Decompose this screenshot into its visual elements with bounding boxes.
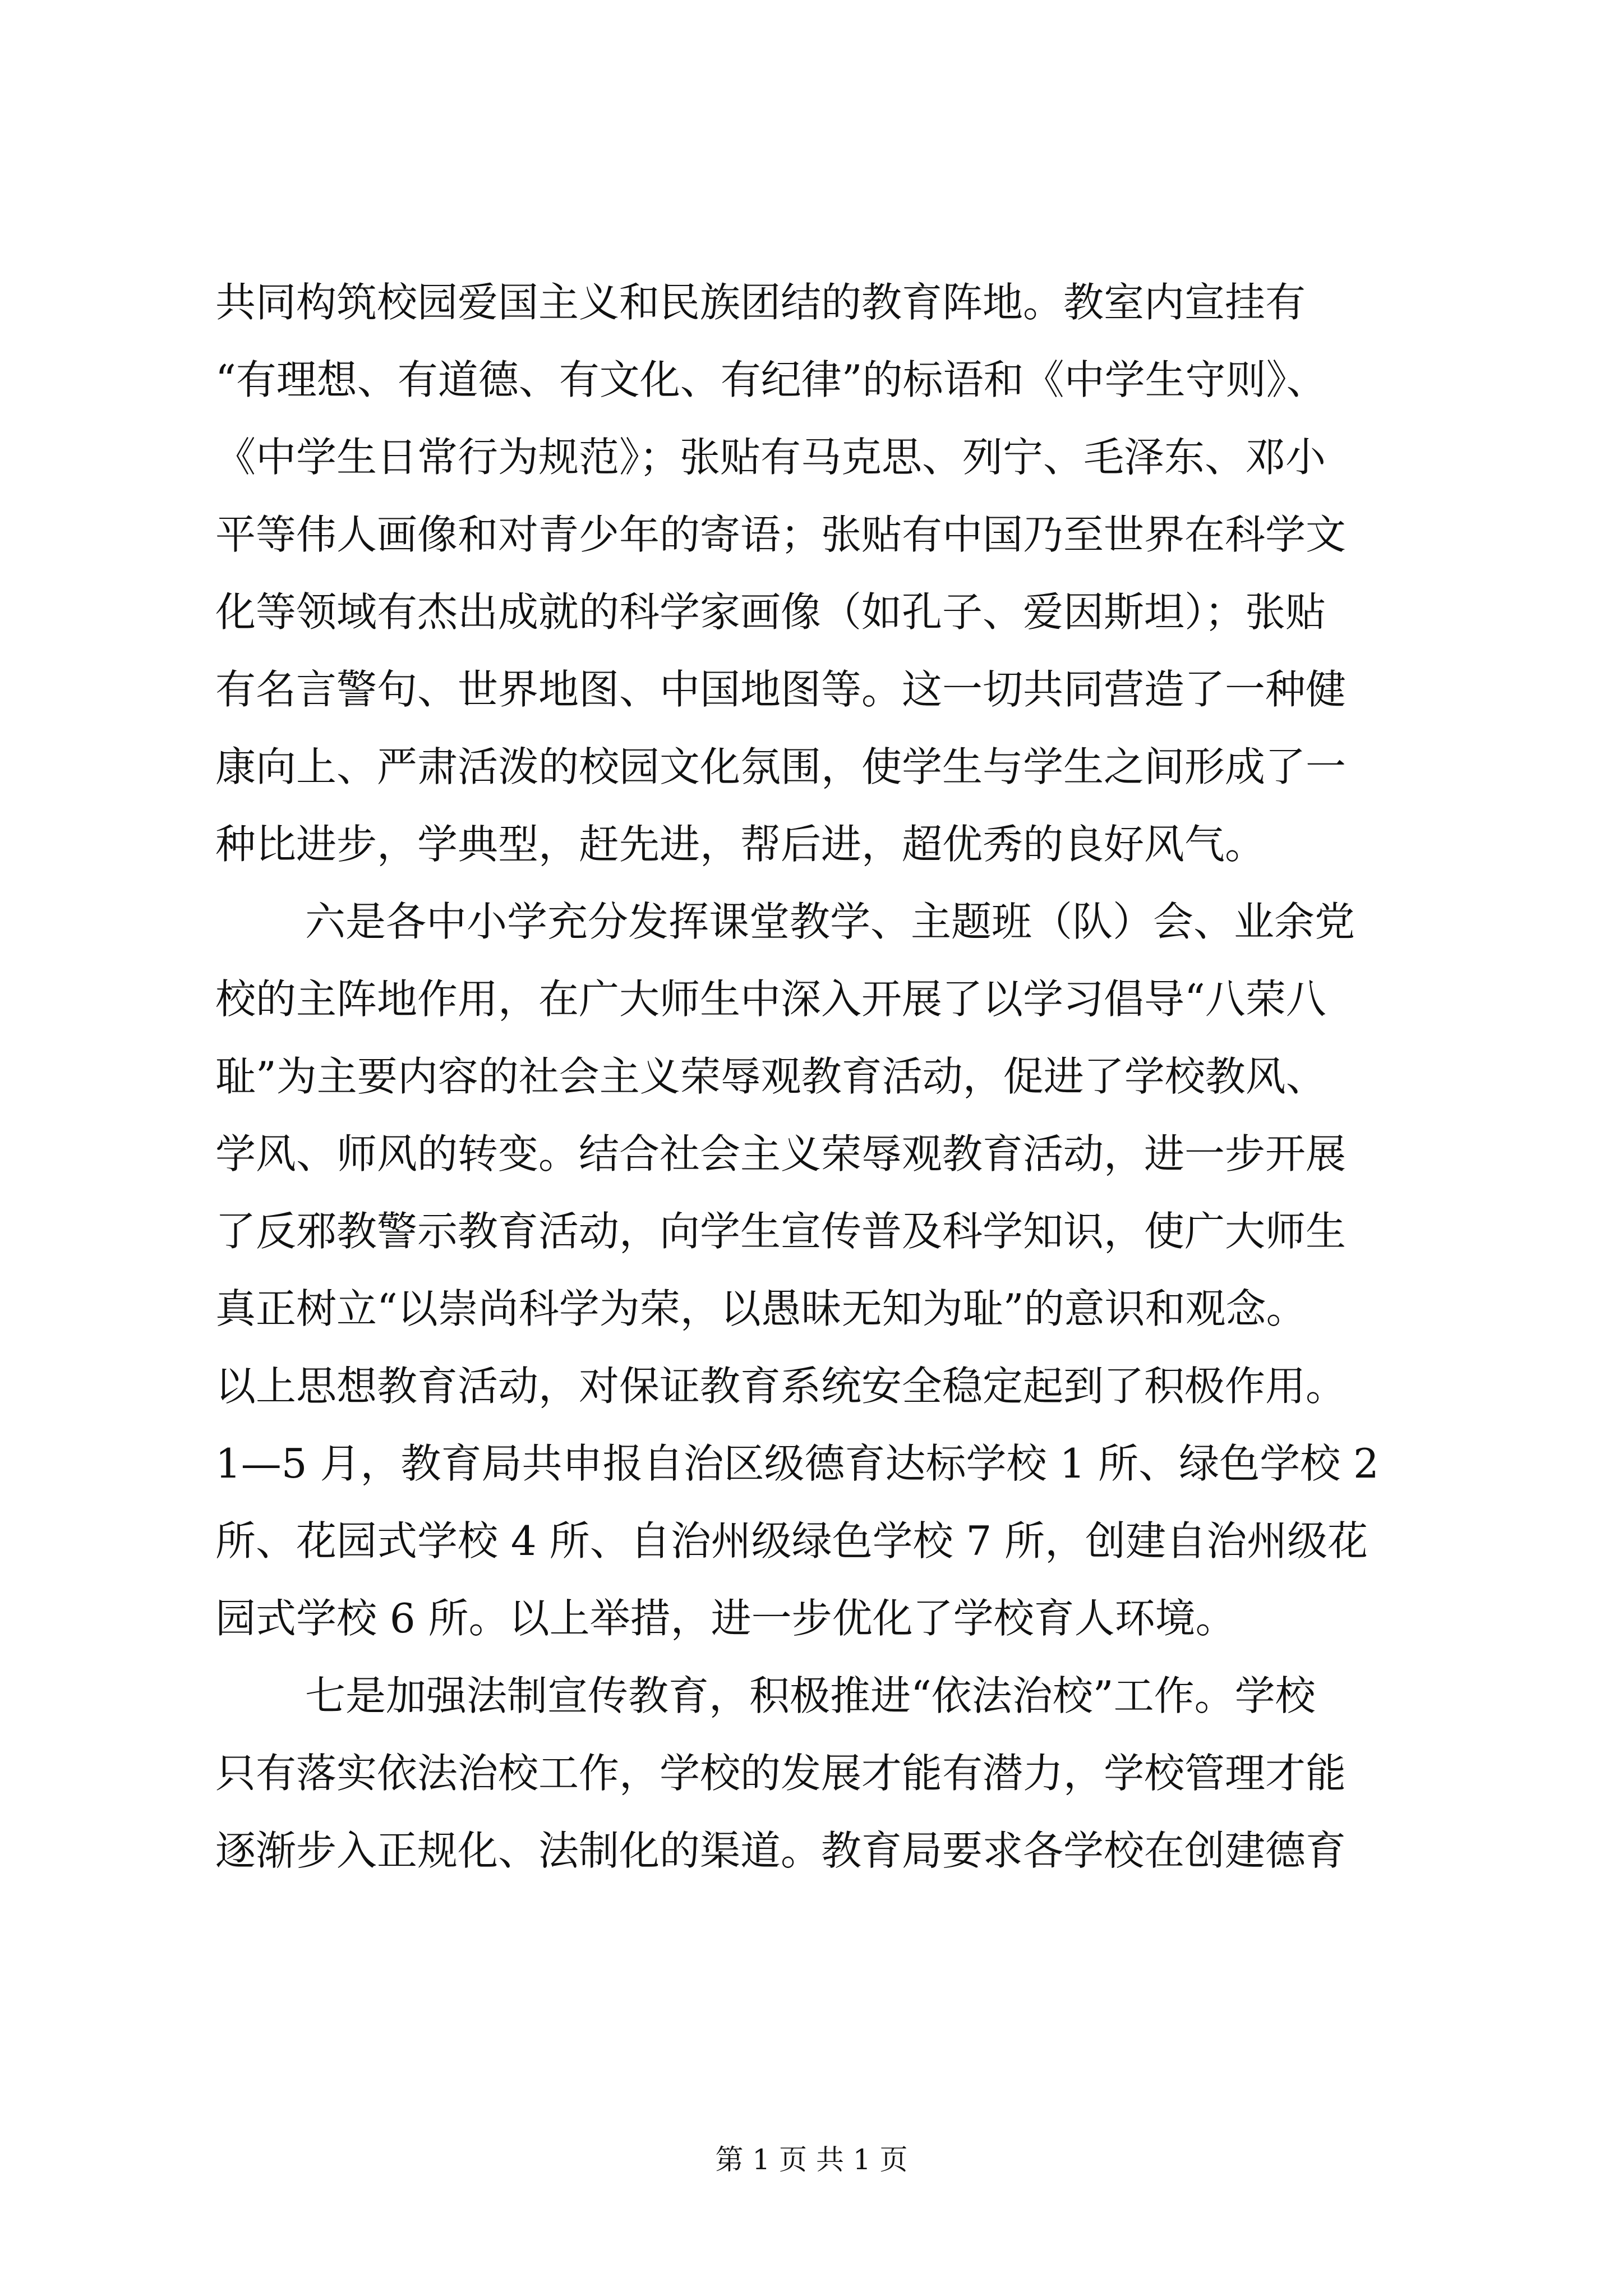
text-line: 学风、师风的转变。结合社会主义荣辱观教育活动，进一步开展 bbox=[215, 1130, 1347, 1177]
paragraph-start-line: 七是加强法制宣传教育，积极推进“依法治校”工作。学校 bbox=[305, 1672, 1316, 1719]
text-line: 逐渐步入正规化、法制化的渠道。教育局要求各学校在创建德育 bbox=[215, 1827, 1347, 1874]
text-line: 康向上、严肃活泼的校园文化氛围，使学生与学生之间形成了一 bbox=[215, 743, 1347, 790]
text-line: 以上思想教育活动，对保证教育系统安全稳定起到了积极作用。 bbox=[215, 1363, 1347, 1410]
text-line: 所、花园式学校 4 所、自治州级绿色学校 7 所，创建自治州级花 bbox=[215, 1517, 1368, 1565]
text-line: “有理想、有道德、有文化、有纪律”的标语和《中学生守则》、 bbox=[215, 356, 1327, 403]
text-line: 1—5 月，教育局共申报自治区级德育达标学校 1 所、绿色学校 2 bbox=[215, 1440, 1379, 1487]
body-text bbox=[215, 264, 1421, 1889]
text-line: 种比进步，学典型，赶先进，帮后进，超优秀的良好风气。 bbox=[215, 821, 1266, 868]
text-line: 园式学校 6 所。以上举措，进一步优化了学校育人环境。 bbox=[215, 1595, 1236, 1642]
text-line: 平等伟人画像和对青少年的寄语；张贴有中国乃至世界在科学文 bbox=[215, 511, 1347, 558]
text-line: 耻”为主要内容的社会主义荣辱观教育活动，促进了学校教风、 bbox=[215, 1053, 1326, 1100]
text-line: 《中学生日常行为规范》；张贴有马克思、列宁、毛泽东、邓小 bbox=[215, 434, 1326, 481]
text-line: 只有落实依法治校工作，学校的发展才能有潜力，学校管理才能 bbox=[215, 1750, 1347, 1797]
text-line: 有名言警句、世界地图、中国地图等。这一切共同营造了一种健 bbox=[215, 666, 1347, 713]
paragraph-start-line: 六是各中小学充分发挥课堂教学、主题班（队）会、业余党 bbox=[305, 898, 1355, 945]
text-line: 真正树立“以崇尚科学为荣，以愚昧无知为耻”的意识和观念。 bbox=[215, 1285, 1307, 1332]
text-line: 校的主阵地作用，在广大师生中深入开展了以学习倡导“八荣八 bbox=[215, 976, 1326, 1023]
text-line: 了反邪教警示教育活动，向学生宣传普及科学知识，使广大师生 bbox=[215, 1208, 1347, 1255]
text-line: 化等领域有杰出成就的科学家画像（如孔子、爱因斯坦）；张贴 bbox=[215, 588, 1326, 636]
page-footer: 第 1 页 共 1 页 bbox=[715, 2143, 908, 2176]
text-line: 共同构筑校园爱国主义和民族团结的教育阵地。教室内宣挂有 bbox=[215, 279, 1306, 326]
